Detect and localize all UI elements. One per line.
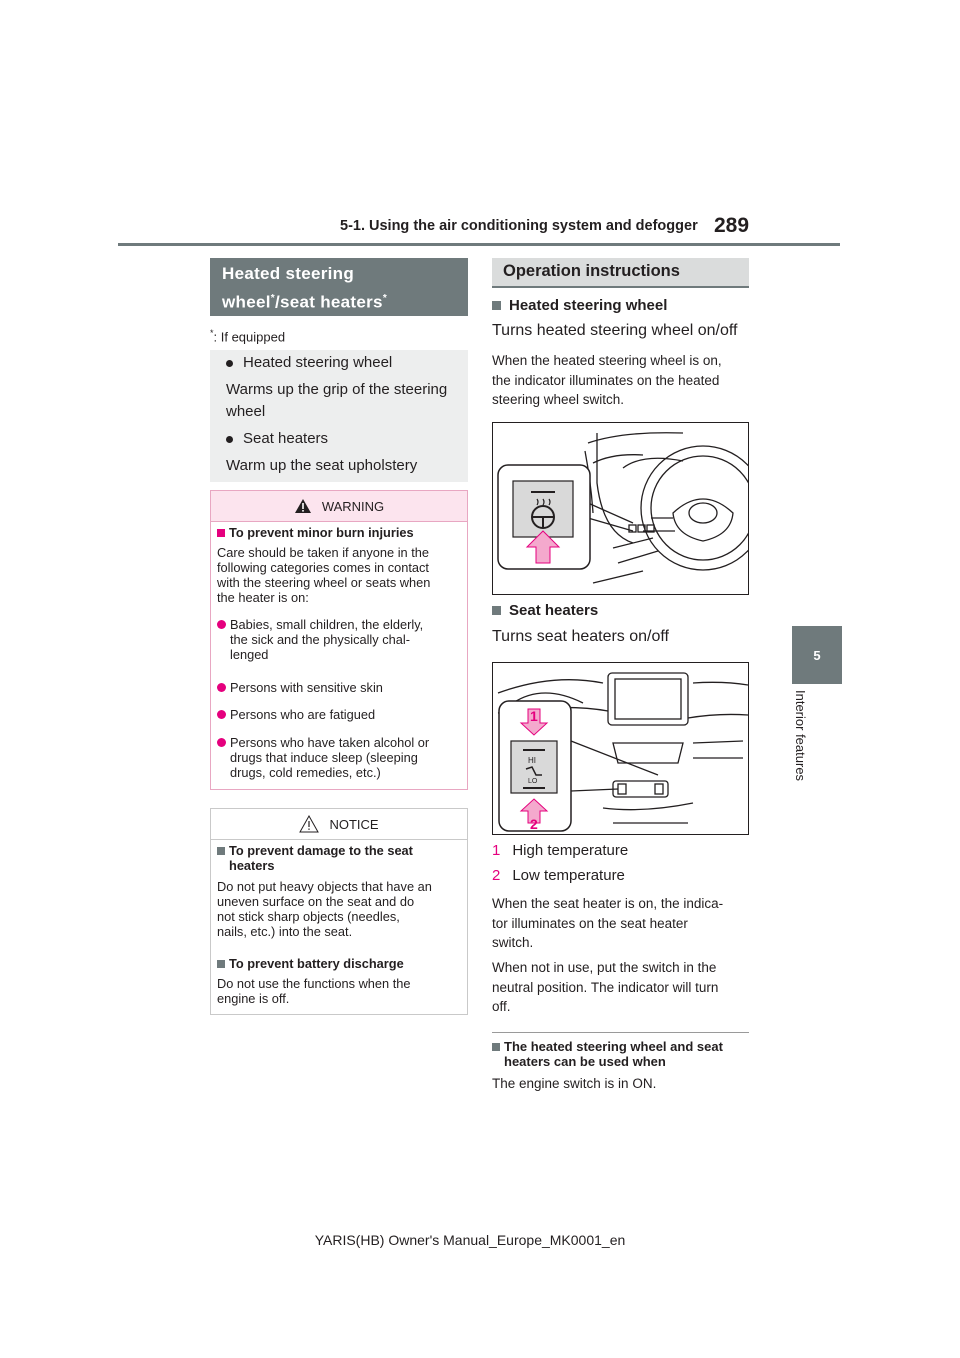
seat-heater-illustration [493,663,748,834]
note-text: When not in use, put the switch in the neutral position. The indicator will turn off. [492,960,719,1014]
footer: YARIS(HB) Owner's Manual_Europe_MK0001_en [314,1232,626,1248]
section-heading [210,258,468,316]
page-number: 289 [714,214,750,237]
heading-line-2: wheel*/seat heaters* [222,292,388,312]
round-bullet-icon [217,620,226,629]
warning-item: Persons who are fatigued [217,707,461,722]
warning-item: Persons with sensitive skin [217,680,461,695]
feature-summary-box [210,350,468,482]
warning-header: WARNING [211,491,467,522]
seat-heater-figure [492,662,749,835]
subsection-title: Heated steering wheel [492,297,750,314]
warning-icon [294,498,312,514]
heading-line-1: Heated steering [222,264,355,283]
warning-subheading: To prevent minor burn injuries [217,525,461,540]
square-bullet-icon [492,606,501,615]
info-text: The engine switch is in ON. [492,1076,657,1091]
subsection-title: Seat heaters [492,602,750,619]
lead-text: Turns heated steering wheel on/off [492,322,738,339]
warning-item: Persons who have taken alcohol or drugs that induce sleep (sleeping drugs, cold remedies, etc.) [217,735,461,780]
footnote: *: If equipped [210,328,286,345]
round-bullet-icon [217,683,226,692]
feature-desc: Warm up the seat upholstery [226,457,418,474]
section-title: 5-1. Using the air conditioning system and defogger [340,218,698,234]
notice-text: Do not put heavy objects that have an uneven surface on the seat and do not stick sharp objects (needles, nails, etc.) into the seat. [217,879,432,939]
square-bullet-icon [492,301,501,310]
warning-box [210,490,468,790]
square-bullet-icon [217,529,225,537]
square-bullet-icon [217,847,225,855]
bullet-icon [226,360,233,367]
notice-subheading: To prevent battery discharge [217,956,461,971]
feature-title: Heated steering wheel [226,354,392,371]
feature-title: Seat heaters [226,430,328,447]
header-rule [118,243,840,246]
lead-text: Turns seat heaters on/off [492,628,669,645]
lo-label: LO [528,778,538,785]
hi-label: HI [528,756,536,765]
feature-desc: Warms up the grip of the steering [226,381,448,398]
steering-illustration [493,423,748,594]
round-bullet-icon [217,738,226,747]
bullet-icon [226,436,233,443]
square-bullet-icon [492,1043,500,1051]
square-bullet-icon [217,960,225,968]
warning-item: Babies, small children, the elderly, the sick and the physically chal- lenged [217,617,461,662]
note-text: When the seat heater is on, the indica- tor illuminates on the seat heater switch. [492,896,724,950]
notice-text: Do not use the functions when the engine is off. [217,976,411,1006]
note-text: When the heated steering wheel is on, the indicator illuminates on the heated steering wheel switch. [492,353,722,407]
chapter-tab: 5 [792,626,842,684]
callout-item: 1 High temperature [492,842,629,859]
round-bullet-icon [217,710,226,719]
steering-switch-figure [492,422,749,595]
info-separator [492,1032,749,1033]
info-heading: The heated steering wheel and seat heaters can be used when [492,1039,750,1069]
callout-1: 1 [530,708,538,724]
notice-subheading: To prevent damage to the seat heaters [217,843,461,873]
notice-icon [299,815,319,833]
feature-desc: wheel [226,403,266,420]
notice-header: NOTICE [211,809,467,840]
warning-intro: Care should be taken if anyone in the following categories comes in contact with the steering wheel or seats when the heater is on: [217,545,431,605]
callout-2: 2 [530,816,538,832]
chapter-label: Interior features [793,690,808,782]
callout-item: 2 Low temperature [492,867,625,884]
notice-box [210,808,468,1015]
operation-heading: Operation instructions [492,258,749,288]
